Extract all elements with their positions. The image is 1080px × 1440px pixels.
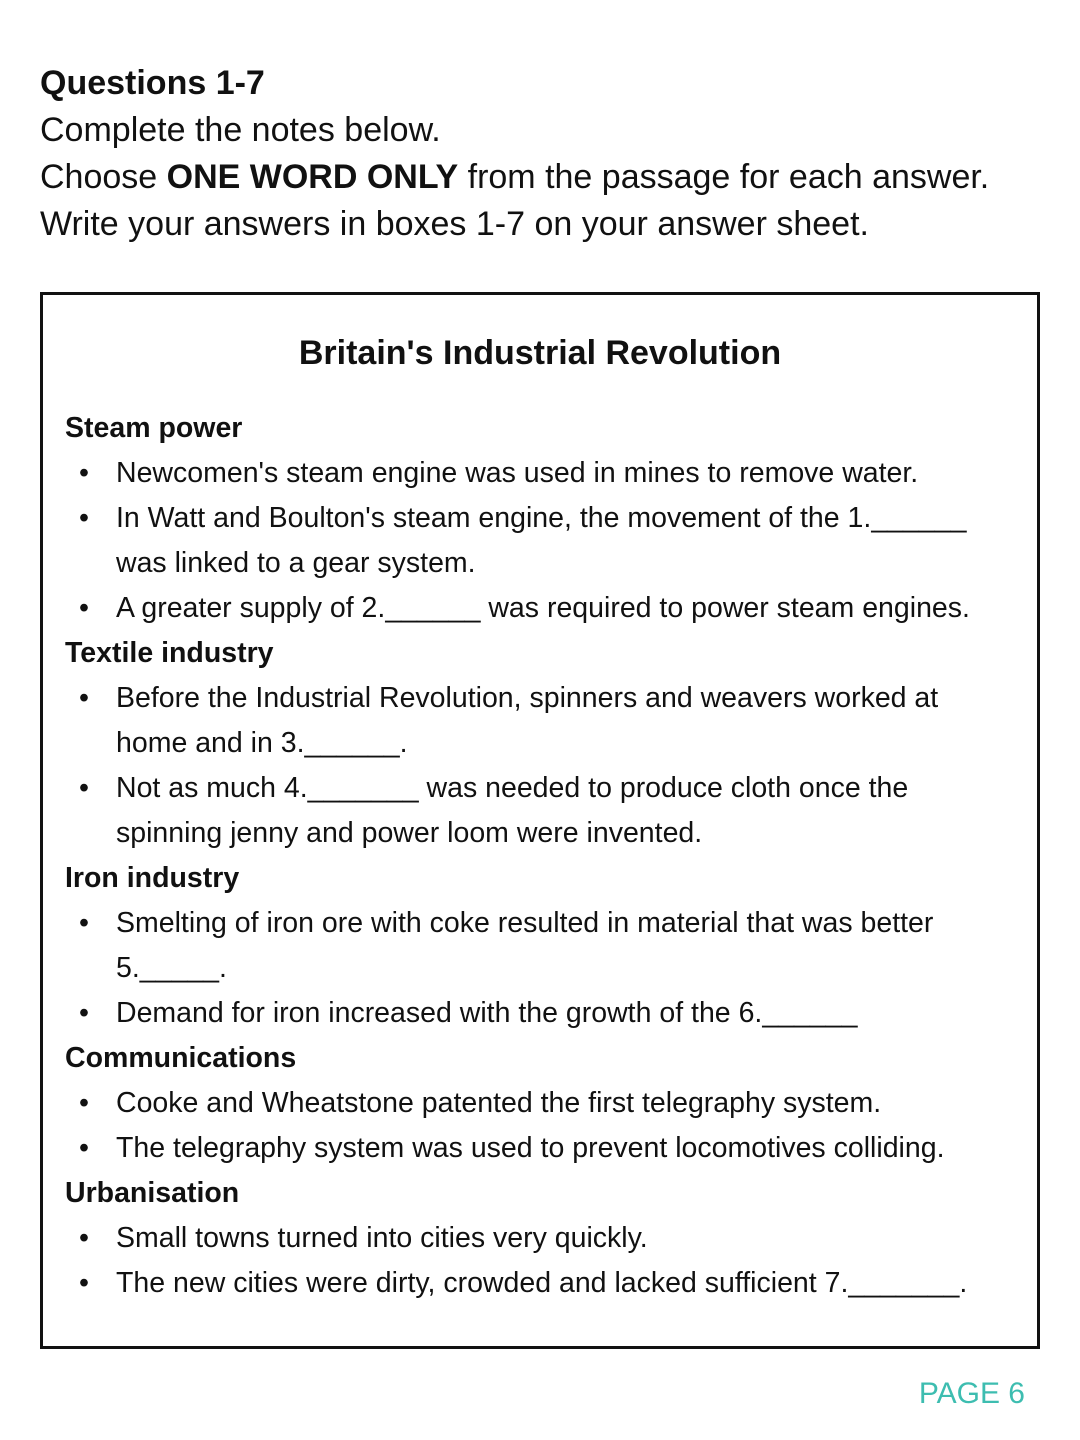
notes-box (40, 292, 1040, 1349)
section-heading: Urbanisation (65, 1177, 240, 1209)
list-item: • The telegraphy system was used to prevent locomotives colliding. (65, 1126, 1015, 1171)
section-urbanisation (65, 1171, 1015, 1306)
bullet-list (65, 1216, 1015, 1306)
instruction-word-limit: ONE WORD ONLY (166, 158, 459, 196)
bullet-list (65, 676, 1015, 856)
section-iron-industry (65, 856, 1015, 1036)
list-item: • A greater supply of 2.______ was required to power steam engines. (65, 586, 1015, 631)
notes-body (65, 406, 1015, 1306)
bullet-list (65, 901, 1015, 1036)
instructions (40, 60, 1040, 248)
section-heading: Communications (65, 1042, 297, 1074)
section-heading: Iron industry (65, 862, 240, 894)
page-number: PAGE 6 (918, 1377, 1025, 1410)
list-item: • The new cities were dirty, crowded and lacked sufficient 7._______. (65, 1261, 1015, 1306)
section-communications (65, 1036, 1015, 1171)
section-heading: Textile industry (65, 637, 274, 669)
instruction-line-choose (40, 154, 1040, 201)
list-item: • Before the Industrial Revolution, spinners and weavers worked at home and in 3.______. (65, 676, 1015, 766)
section-steam-power (65, 406, 1015, 631)
list-item: • Not as much 4._______ was needed to produce cloth once the spinning jenny and power loom were invented. (65, 766, 1015, 856)
section-textile-industry (65, 631, 1015, 856)
bullet-list (65, 1081, 1015, 1171)
notes-title: Britain's Industrial Revolution (298, 334, 782, 372)
section-heading: Steam power (65, 412, 243, 444)
list-item: • Small towns turned into cities very quickly. (65, 1216, 1015, 1261)
instruction-choose-post: from the passage for each answer. (458, 158, 990, 196)
list-item: • In Watt and Boulton's steam engine, the movement of the 1.______ was linked to a gear system. (65, 496, 1015, 586)
list-item: • Smelting of iron ore with coke resulted in material that was better 5._____. (65, 901, 1015, 991)
list-item: • Cooke and Wheatstone patented the first telegraphy system. (65, 1081, 1015, 1126)
instruction-choose-pre: Choose (40, 158, 167, 196)
instruction-line-complete: Complete the notes below. (40, 111, 441, 149)
list-item: • Demand for iron increased with the growth of the 6.______ (65, 991, 1015, 1036)
instruction-line-write: Write your answers in boxes 1-7 on your answer sheet. (40, 205, 869, 243)
questions-title: Questions 1-7 (40, 64, 265, 102)
list-item: • Newcomen's steam engine was used in mines to remove water. (65, 451, 1015, 496)
bullet-list (65, 451, 1015, 631)
